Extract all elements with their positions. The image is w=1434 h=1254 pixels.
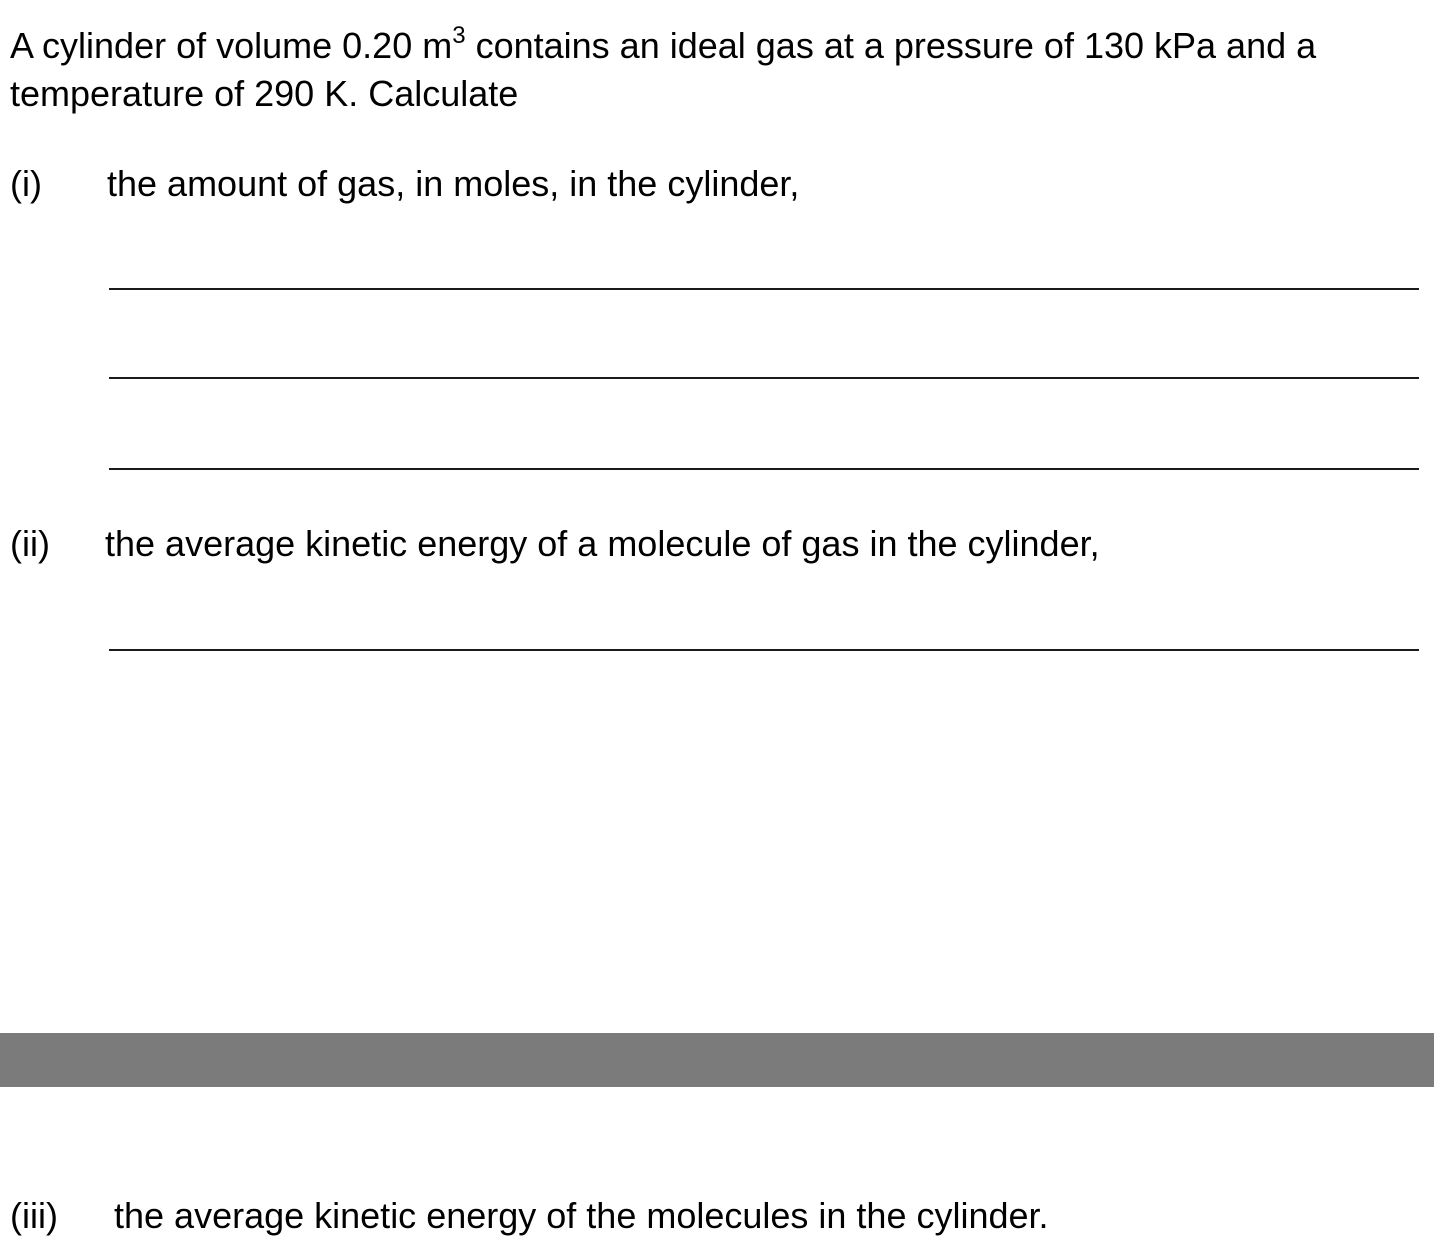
part-i-text: the amount of gas, in moles, in the cylinder, <box>107 163 800 204</box>
question-intro <box>10 22 1420 118</box>
intro-superscript: 3 <box>452 22 466 49</box>
part-i-answer-line-2[interactable] <box>109 377 1419 379</box>
page-divider-band <box>0 1033 1434 1087</box>
part-ii-answer-line-1[interactable] <box>109 649 1419 651</box>
intro-text-start: A cylinder of volume 0.20 m <box>10 25 453 66</box>
part-ii-text: the average kinetic energy of a molecule of gas in the cylinder, <box>105 523 1100 564</box>
part-ii-label: (ii) <box>10 523 50 564</box>
part-iii-label: (iii) <box>10 1195 58 1236</box>
part-i-answer-line-3[interactable] <box>109 468 1419 470</box>
part-iii-text: the average kinetic energy of the molecules in the cylinder. <box>114 1195 1049 1236</box>
intro-text-end: contains an ideal gas at a pressure of 130 kPa and a temperature of 290 K. Calculate <box>10 25 1317 114</box>
part-i-label: (i) <box>10 163 42 204</box>
part-i-answer-line-1[interactable] <box>109 288 1419 290</box>
